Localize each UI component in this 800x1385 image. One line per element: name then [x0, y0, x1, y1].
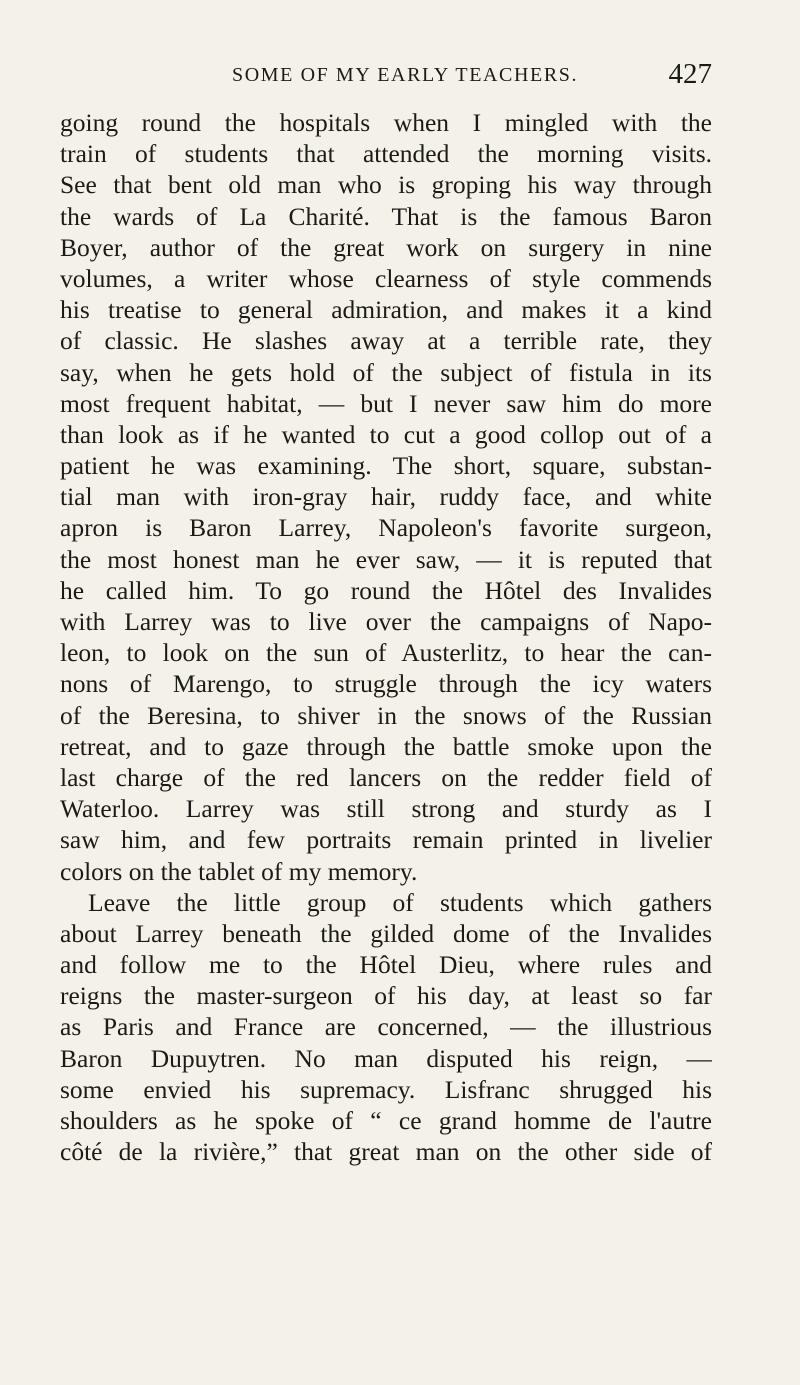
text-line: last charge of the red lancers on the redder field of: [60, 762, 712, 792]
text-line: going round the hospitals when I mingled with the: [60, 108, 712, 137]
text-line: shoulders as he spoke of “ ce grand homme de l'autre: [60, 1106, 712, 1135]
text-line: saw him, and few portraits remain printed in livelier: [60, 825, 712, 855]
text-line: than look as if he wanted to cut a good collop out of a: [60, 419, 712, 449]
text-line: as Paris and France are concerned, — the illustrious: [60, 1012, 712, 1042]
text-line: patient he was examining. The short, square, substan-: [60, 451, 712, 481]
text-line: Baron Dupuytren. No man disputed his reign, —: [60, 1043, 712, 1073]
text-line: the wards of La Charité. That is the famous Baron: [60, 201, 712, 231]
text-line: retreat, and to gaze through the battle smoke upon the: [60, 731, 712, 761]
text-line: train of students that attended the morning visits.: [60, 139, 712, 169]
text-line: most frequent habitat, — but I never saw him do more: [60, 388, 712, 418]
text-line: his treatise to general admiration, and makes it a kind: [60, 295, 712, 325]
page-number: 427: [668, 58, 712, 90]
running-head-title: SOME OF MY EARLY TEACHERS.: [232, 64, 579, 86]
text-line: with Larrey was to live over the campaigns of Napo-: [60, 607, 712, 636]
text-line: and follow me to the Hôtel Dieu, where rules and: [60, 950, 712, 980]
text-line: côté de la rivière,” that great man on the other side of: [60, 1137, 712, 1167]
text-line: of classic. He slashes away at a terrible rate, they: [60, 326, 712, 356]
text-line: reigns the master-surgeon of his day, at least so far: [60, 981, 712, 1011]
text-line: leon, to look on the sun of Austerlitz, to hear the can-: [60, 638, 712, 668]
text-line: about Larrey beneath the gilded dome of the Invalides: [60, 918, 712, 948]
text-line-paragraph-start: Leave the little group of students which gathers: [88, 887, 712, 917]
text-line-paragraph-end: colors on the tablet of my memory.: [60, 856, 418, 886]
text-line: the most honest man he ever saw, — it is reputed that: [60, 544, 712, 574]
text-line: apron is Baron Larrey, Napoleon's favorite surgeon,: [60, 513, 712, 543]
text-line: some envied his supremacy. Lisfranc shrugged his: [60, 1074, 712, 1104]
text-line: Boyer, author of the great work on surgery in nine: [60, 232, 712, 262]
text-line: Waterloo. Larrey was still strong and sturdy as I: [60, 794, 712, 824]
text-line: volumes, a writer whose clearness of style commends: [60, 263, 712, 293]
text-line: tial man with iron-gray hair, ruddy face, and white: [60, 482, 712, 512]
running-head: [232, 58, 712, 98]
body-text: [60, 107, 712, 1167]
text-line: See that bent old man who is groping his way through: [60, 170, 712, 200]
text-line: he called him. To go round the Hôtel des Invalides: [60, 575, 712, 605]
text-line: of the Beresina, to shiver in the snows of the Russian: [60, 700, 712, 730]
text-line: say, when he gets hold of the subject of fistula in its: [60, 357, 712, 387]
text-line: nons of Marengo, to struggle through the icy waters: [60, 669, 712, 699]
